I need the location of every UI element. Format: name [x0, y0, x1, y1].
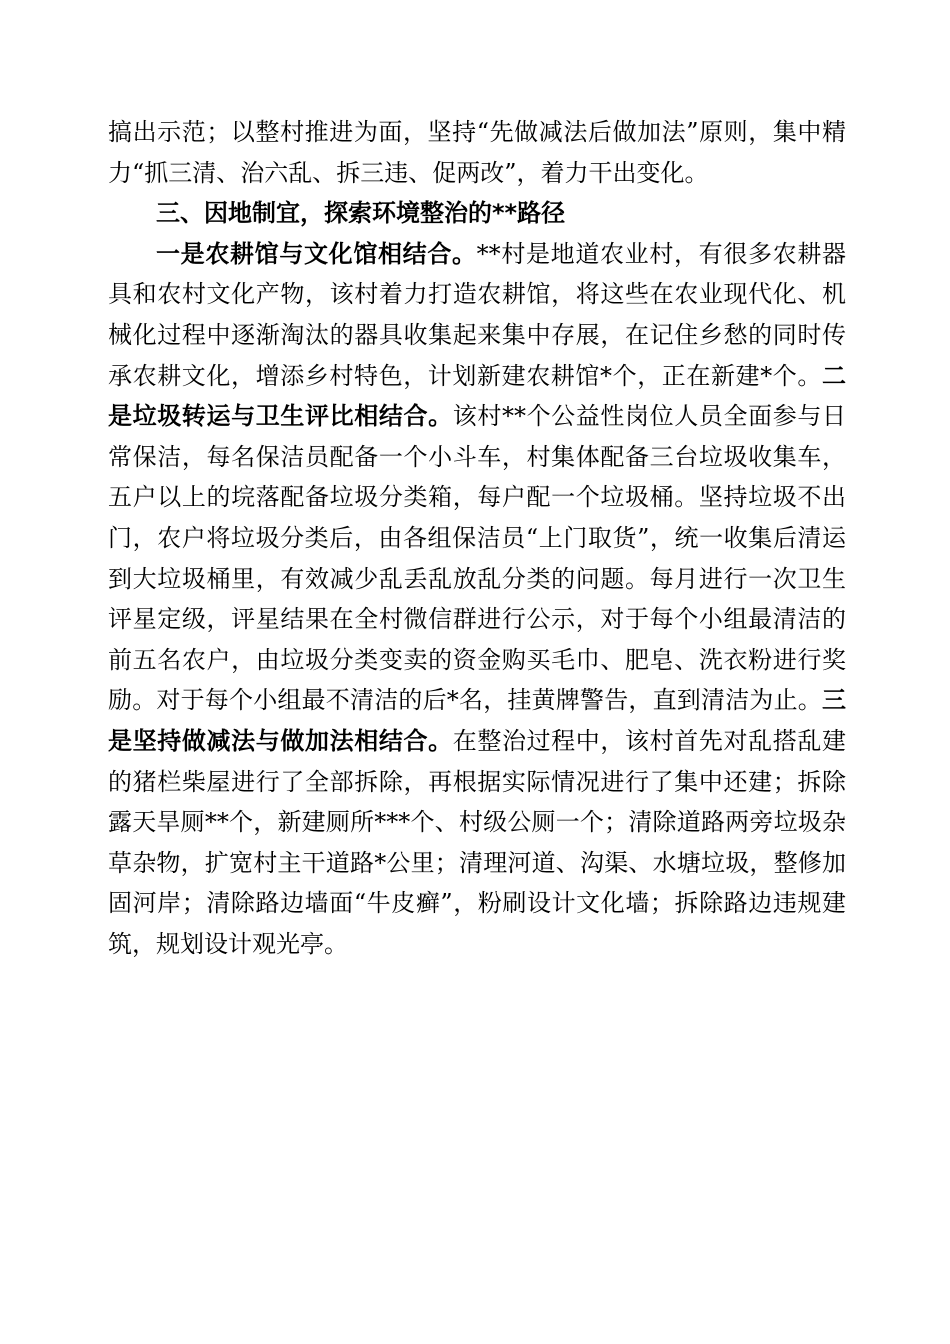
point-two-title: 二是垃圾转运与卫生评比相结合。	[108, 361, 846, 431]
section-heading: 三、因地制宜，探索环境整治的**路径	[156, 199, 566, 228]
point-one-title: 一是农耕馆与文化馆相结合。	[156, 239, 477, 268]
document-body	[108, 112, 846, 964]
paragraph-measures	[108, 234, 846, 965]
point-one-text: **村是地道农业村，有很多农耕器具和农村文化产物，该村着力打造农耕馆，将这些在农业现代化、机械化过程中逐渐淘汰的器具收集起来集中存展，在记住乡愁的同时传承农耕文化，增添乡村特色，计划新建农耕馆*个，正在新建*个。	[108, 239, 847, 390]
point-three-title: 三是坚持做减法与做加法相结合。	[108, 686, 846, 755]
point-two-text: 该村**个公益性岗位人员全面参与日常保洁，每名保洁员配备一个小斗车，村集体配备三台垃圾收集车，五户以上的垸落配备垃圾分类箱，每户配一个垃圾桶。坚持垃圾不出门，农户将垃圾分类后，由各组保洁员“上门取货”，统一收集后清运到大垃圾桶里，有效减少乱丢乱放乱分类的问题。每月进行一次卫生评星定级，评星结果在全村微信群进行公示，对于每个小组最清洁的前五名农户，由垃圾分类变卖的资金购买毛巾、肥皂、洗衣粉进行奖励。对于每个小组最不清洁的后*名，挂黄牌警告，直到清洁为止。	[108, 402, 847, 715]
point-three-text: 在整治过程中，该村首先对乱搭乱建的猪栏柴屋进行了全部拆除，再根据实际情况进行了集中还建；拆除露天旱厕**个，新建厕所***个、村级公厕一个；清除道路两旁垃圾杂草杂物，扩宽村主干道路*公里；清理河道、沟渠、水塘垃圾，整修加固河岸；清除路边墙面“牛皮癣”，粉刷设计文化墙；拆除路边违规建筑，规划设计观光亭。	[108, 726, 847, 958]
paragraph-continuation: 搞出示范；以整村推进为面，坚持“先做减法后做加法”原则，集中精力“抓三清、治六乱、拆三违、促两改”，着力干出变化。	[108, 118, 846, 187]
